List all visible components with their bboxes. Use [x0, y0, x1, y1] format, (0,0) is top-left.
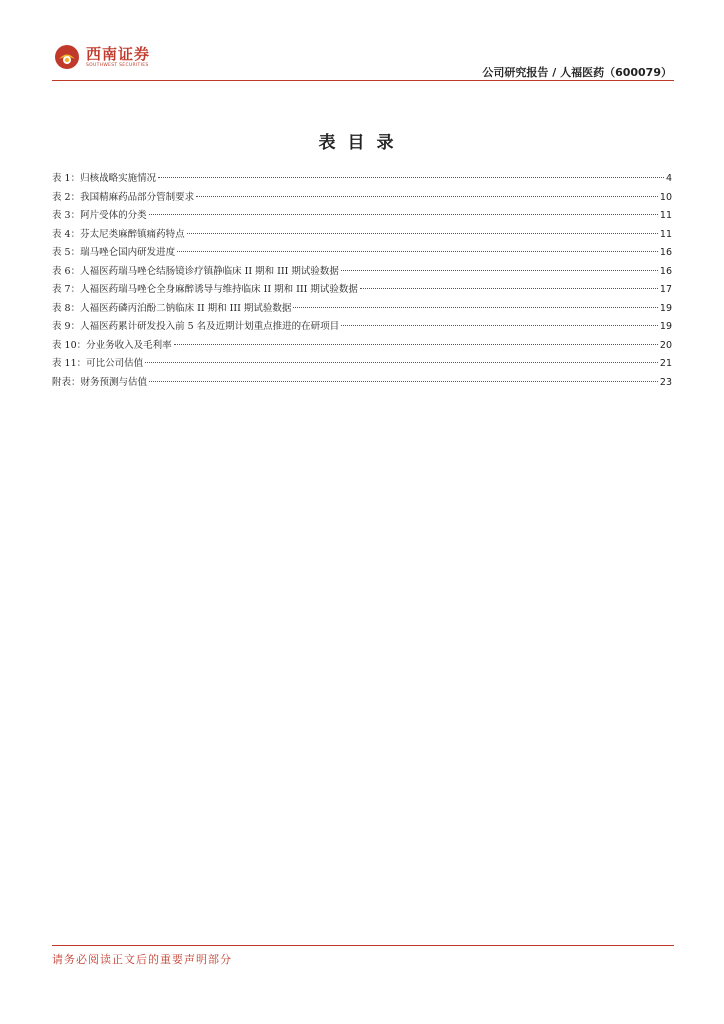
toc-entry-page: 11 — [659, 210, 672, 221]
toc-leader-dots — [174, 344, 658, 345]
toc-entry[interactable] — [52, 374, 672, 393]
toc-entry-label: 表 6：人福医药瑞马唑仑结肠镜诊疗镇静临床 II 期和 III 期试验数据 — [52, 265, 339, 277]
report-title: 公司研究报告 / 人福医药（600079） — [482, 66, 672, 79]
toc-leader-dots — [293, 307, 657, 308]
toc-entry-page: 19 — [659, 321, 672, 332]
toc-entry-page: 21 — [659, 358, 672, 369]
toc-entry-page: 23 — [659, 376, 672, 388]
toc-entry[interactable] — [52, 263, 672, 282]
toc-entry-label: 表 3：阿片受体的分类 — [52, 210, 147, 221]
toc-entry[interactable] — [52, 318, 672, 337]
toc-entry-page: 4 — [665, 173, 672, 184]
toc-entry[interactable] — [52, 300, 672, 319]
toc-entry[interactable] — [52, 244, 672, 263]
toc-entry-label: 表 11：可比公司估值 — [52, 358, 144, 369]
toc-entry-page: 20 — [659, 339, 672, 351]
toc-entry-label: 表 1：归核战略实施情况 — [52, 173, 157, 184]
footer-notice: 请务必阅读正文后的重要声明部分 — [52, 953, 232, 966]
toc-leader-dots — [149, 214, 658, 215]
toc-entry[interactable] — [52, 189, 672, 208]
toc-entry-label: 附表：财务预测与估值 — [52, 376, 148, 388]
toc-leader-dots — [177, 251, 658, 252]
toc-entry-label: 表 7：人福医药瑞马唑仑全身麻醉诱导与维持临床 II 期和 III 期试验数据 — [52, 284, 358, 295]
company-logo — [54, 42, 184, 76]
toc-entry-page: 19 — [659, 302, 672, 314]
footer-divider — [52, 945, 674, 946]
logo-emblem-icon — [54, 44, 80, 70]
toc-entry-label: 表 10：分业务收入及毛利率 — [52, 339, 172, 351]
toc-entry-page: 16 — [659, 265, 672, 277]
header-divider — [52, 80, 674, 81]
toc-entry-page: 17 — [659, 284, 672, 295]
toc-entry[interactable] — [52, 337, 672, 356]
toc-entry-page: 10 — [659, 191, 672, 203]
toc-entry-label: 表 4：芬太尼类麻醉镇痛药特点 — [52, 228, 185, 240]
toc-entry-page: 16 — [659, 247, 672, 258]
toc-title: 表目录 — [318, 133, 406, 153]
page-header — [52, 42, 674, 82]
toc-entry[interactable] — [52, 170, 672, 189]
logo-text: 西南证券 — [86, 45, 151, 63]
toc-entry-label: 表 2：我国精麻药品部分管制要求 — [52, 191, 195, 203]
table-of-contents — [52, 170, 672, 392]
toc-entry-page: 11 — [659, 228, 672, 240]
toc-leader-dots — [145, 362, 658, 363]
toc-entry-label: 表 8：人福医药磷丙泊酚二钠临床 II 期和 III 期试验数据 — [52, 302, 292, 314]
toc-entry-label: 表 5：瑞马唑仑国内研发进度 — [52, 247, 176, 258]
toc-leader-dots — [341, 325, 658, 326]
toc-leader-dots — [196, 196, 658, 197]
toc-entry[interactable] — [52, 226, 672, 245]
toc-leader-dots — [149, 381, 658, 382]
toc-entry-label: 表 9：人福医药累计研发投入前 5 名及近期计划重点推进的在研项目 — [52, 321, 340, 332]
toc-leader-dots — [341, 270, 658, 271]
toc-entry[interactable] — [52, 355, 672, 374]
toc-leader-dots — [187, 233, 658, 234]
toc-leader-dots — [158, 177, 664, 178]
toc-entry[interactable] — [52, 207, 672, 226]
logo-subtext: SOUTHWEST SECURITIES — [86, 63, 149, 68]
toc-entry[interactable] — [52, 281, 672, 300]
toc-leader-dots — [360, 288, 658, 289]
